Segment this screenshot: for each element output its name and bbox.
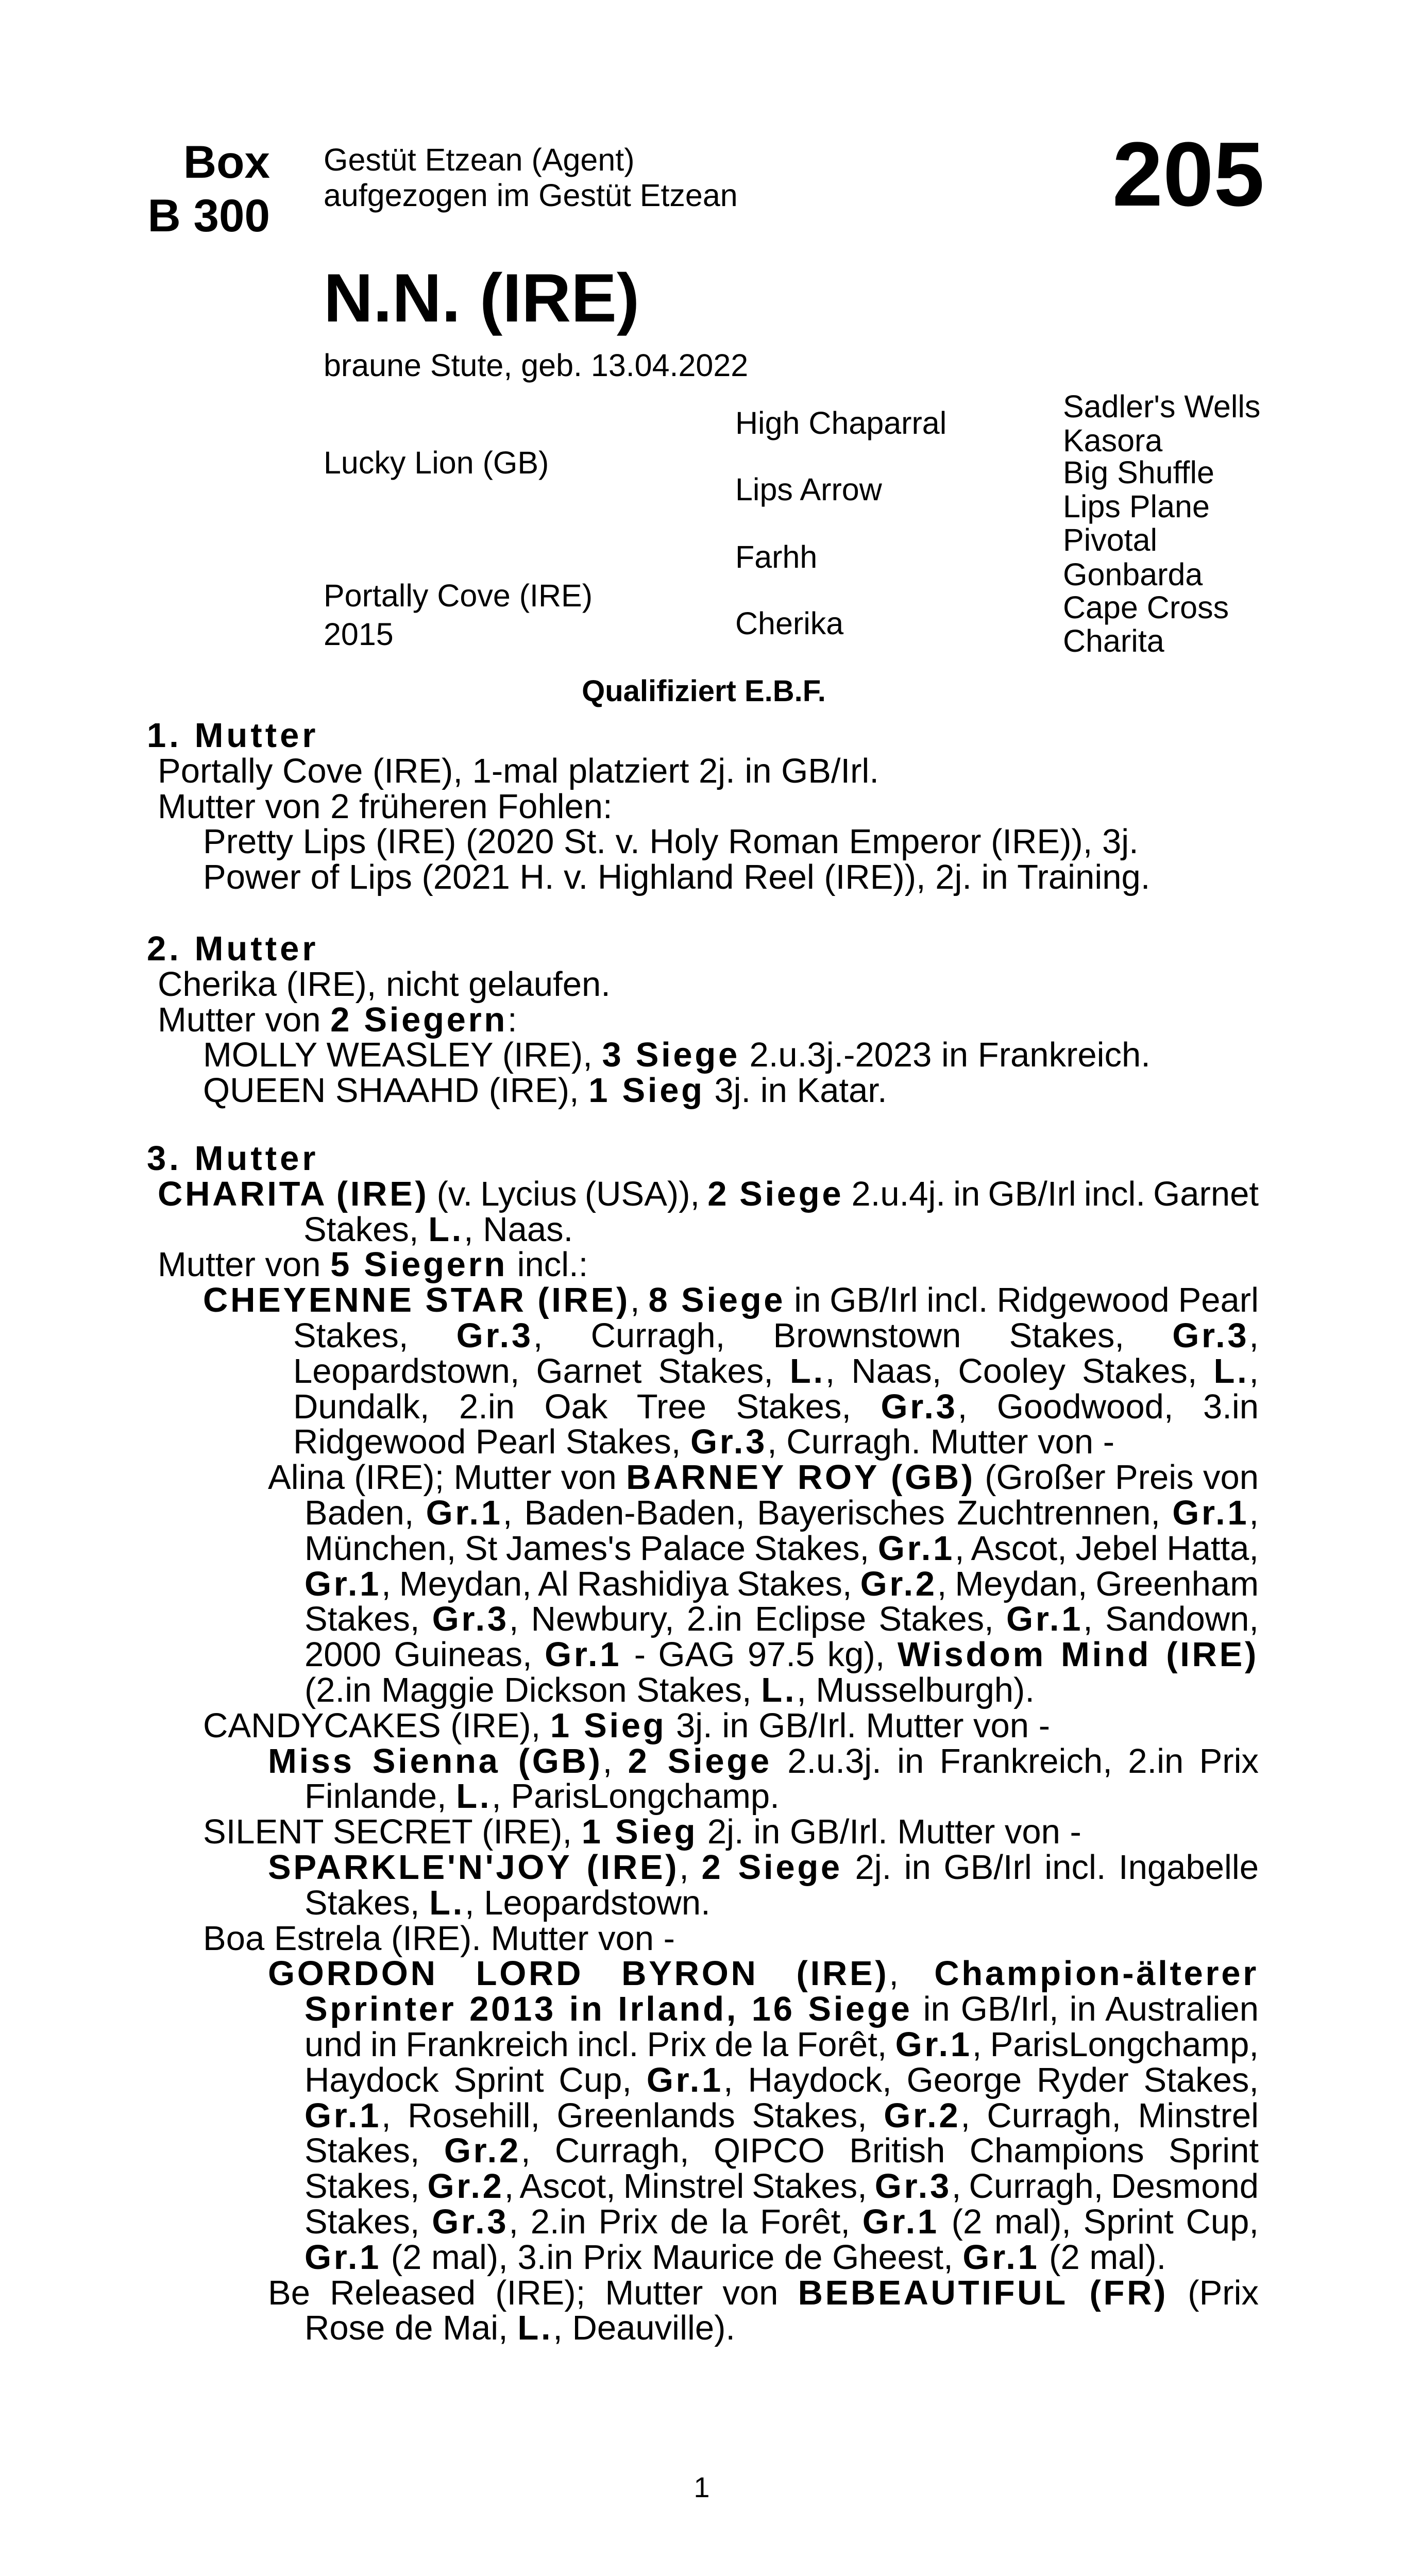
text: , 2.in Prix de la Forêt, [509, 2202, 862, 2241]
pedigree-sire: Lucky Lion (GB) [324, 445, 549, 480]
bold-text: 2 Siege [701, 1848, 842, 1887]
text: Mutter von 2 früheren Fohlen: [158, 787, 613, 826]
section-heading: 2. Mutter [147, 929, 319, 968]
text: Leopardstown, Garnet Stakes, [293, 1351, 790, 1391]
bold-text: L. [517, 2309, 553, 2348]
text: (2 mal), 3.in Prix Maurice de Gheest, [381, 2238, 963, 2277]
text: , Curragh, Minstrel [960, 2096, 1259, 2135]
pedigree-gen3: Cape Cross [1063, 590, 1229, 625]
bold-text: Gr.1 [877, 1529, 955, 1568]
text: Be Released (IRE); Mutter von [268, 2273, 798, 2312]
bold-text: CHARITA (IRE) [158, 1174, 429, 1213]
text: , Meydan, Al Rashidiya Stakes, [381, 1564, 860, 1603]
bold-text: BARNEY ROY (GB) [626, 1458, 975, 1497]
text: Power of Lips (2021 H. v. Highland Reel (IRE)), 2j. in Training. [203, 858, 1151, 897]
text-line [305, 1602, 1259, 1637]
text-line [305, 1493, 1259, 1532]
text-line [305, 1637, 1259, 1673]
bold-text: Miss Sienna (GB) [268, 1741, 603, 1781]
bold-text: 1 Sieg [581, 1812, 698, 1852]
bold-text: Gr.1 [305, 2096, 382, 2135]
text-line [305, 2169, 1259, 2205]
bold-text: 5 Siegern [330, 1245, 508, 1284]
bold-text: Gr.3 [690, 1422, 768, 1462]
pedigree-dam: Portally Cove (IRE) [324, 578, 593, 613]
text-line [305, 2060, 1259, 2099]
pedigree-entry [0, 1850, 1404, 1921]
text: Dundalk, 2.in Oak Tree Stakes, [293, 1387, 881, 1426]
text-line [305, 1992, 1259, 2027]
text: , Rosehill, Greenlands Stakes, [381, 2096, 884, 2135]
bold-text: 8 Siege [648, 1281, 786, 1320]
pedigree-entry [0, 2273, 1404, 2348]
text: , ParisLongchamp. [492, 1777, 780, 1816]
text: (v. Lycius (USA)), [429, 1174, 708, 1213]
bold-text: Gr.3 [874, 2167, 952, 2206]
text: , Leopardstown. [464, 1883, 711, 1922]
text-line [203, 1812, 1259, 1852]
text-line [303, 1212, 1259, 1248]
text: Portally Cove (IRE), 1-mal platziert 2j. in GB/Irl. [158, 751, 879, 790]
text-line [268, 1956, 1259, 1992]
bold-text: Gr.3 [432, 1600, 509, 1639]
horse-name: N.N. (IRE) [324, 260, 640, 336]
text-line [158, 789, 1259, 825]
text: , [630, 1281, 649, 1320]
pedigree-entry [0, 1000, 1404, 1039]
section-heading: 1. Mutter [147, 716, 319, 755]
pedigree-dam-year: 2015 [324, 617, 394, 652]
text-line [305, 2133, 1259, 2169]
text-line [293, 1389, 1259, 1425]
bold-text: SPARKLE'N'JOY (IRE) [268, 1848, 680, 1887]
horse-description: braune Stute, geb. 13.04.2022 [324, 348, 749, 383]
bold-text: CHEYENNE STAR (IRE) [203, 1281, 630, 1320]
bold-text: Gr.1 [646, 2060, 723, 2099]
text-line [203, 1073, 1259, 1109]
text: Stakes, [305, 1600, 432, 1639]
pedigree-entry [0, 1741, 1404, 1816]
text: Boa Estrela (IRE). Mutter von - [203, 1919, 675, 1958]
pedigree-sire-dam: Lips Arrow [735, 472, 882, 507]
pedigree-gen3: Gonbarda [1063, 557, 1203, 592]
bold-text: GORDON LORD BYRON (IRE) [268, 1954, 889, 1993]
text: , Curragh, QIPCO British Champions Sprint [520, 2131, 1259, 2171]
pedigree-entry [0, 1956, 1404, 2275]
text: CANDYCAKES (IRE), [203, 1706, 550, 1745]
bold-text: Gr.2 [444, 2131, 521, 2171]
text: , Baden-Baden, Bayerisches Zuchtrennen, [502, 1493, 1173, 1532]
bold-text: 1 Sieg [550, 1706, 667, 1745]
text-line [293, 1318, 1259, 1354]
pedigree-entry [0, 1073, 1404, 1109]
text: , Sandown, [1083, 1600, 1259, 1639]
text: (Großer Preis von [975, 1458, 1259, 1497]
text-line [305, 2240, 1259, 2276]
text: incl.: [507, 1245, 588, 1284]
text: Pretty Lips (IRE) (2020 St. v. Holy Roman Emperor (IRE)), 3j. [203, 822, 1139, 861]
text: , Curragh, Brownstown Stakes, [533, 1316, 1173, 1355]
dam-section [0, 1141, 1404, 2346]
text: , [679, 1848, 702, 1887]
text: 2j. in GB/Irl. Mutter von - [698, 1812, 1081, 1852]
text-line [203, 1283, 1259, 1318]
pedigree-gen3: Sadler's Wells [1063, 389, 1261, 424]
bold-text: L. [429, 1883, 465, 1922]
text: (2 mal), Sprint Cup, [939, 2202, 1259, 2241]
bold-text: 2 Siege [707, 1174, 844, 1213]
raised-at: aufgezogen im Gestüt Etzean [324, 178, 738, 213]
text: (2 mal). [1039, 2238, 1166, 2277]
pedigree-entry [0, 1708, 1404, 1744]
bold-text: Champion-älterer [934, 1954, 1259, 1993]
text: Stakes, [305, 1883, 430, 1922]
bold-text: Gr.2 [884, 2096, 961, 2135]
text: 2.u.4j. in GB/Irl incl. Garnet [843, 1174, 1259, 1213]
bold-text: L. [428, 1210, 464, 1249]
text: , Musselburgh). [797, 1670, 1035, 1709]
text: , [1249, 1493, 1259, 1532]
text-line [158, 1247, 1259, 1283]
bold-text: Gr.1 [862, 2202, 939, 2241]
pedigree-entry [0, 1283, 1404, 1460]
text: Stakes, [293, 1316, 456, 1355]
bold-text: Gr.3 [456, 1316, 533, 1355]
text: , Curragh. Mutter von - [767, 1422, 1115, 1462]
pedigree-gen3: Kasora [1063, 423, 1163, 458]
text: 2.u.3j.-2023 in Frankreich. [739, 1036, 1151, 1075]
pedigree-gen3: Lips Plane [1063, 489, 1210, 524]
text-line [268, 1850, 1259, 1886]
text: , Goodwood, 3.in [957, 1387, 1259, 1426]
text: , Curragh, Desmond [951, 2167, 1259, 2206]
text: , Naas. [463, 1210, 573, 1249]
text-line [203, 1921, 1259, 1957]
pedigree-gen3: Pivotal [1063, 522, 1158, 557]
text-line [268, 1741, 1259, 1781]
text: Rose de Mai, [305, 2309, 518, 2348]
pedigree-entry [0, 1921, 1404, 1957]
pedigree-sire-sire: High Chaparral [735, 405, 947, 440]
text: SILENT SECRET (IRE), [203, 1812, 582, 1852]
text: Stakes, [305, 2167, 428, 2206]
text-line [293, 1351, 1259, 1391]
pedigree-entry [0, 1038, 1404, 1073]
text-line [305, 2311, 1259, 2346]
text: Stakes, [305, 2202, 432, 2241]
text-line [203, 824, 1259, 860]
text: Stakes, [305, 2131, 444, 2171]
text-line [203, 1038, 1259, 1073]
text: München, St James's Palace Stakes, [305, 1529, 878, 1568]
bold-text: Gr.1 [545, 1635, 622, 1674]
pedigree-entry [0, 1247, 1404, 1283]
text-line [268, 1460, 1259, 1496]
bold-text: Gr.1 [1006, 1600, 1084, 1639]
bold-text: L. [1213, 1351, 1249, 1391]
section-heading: 3. Mutter [147, 1139, 319, 1178]
text: - GAG 97.5 kg), [621, 1635, 898, 1674]
pedigree-entry [0, 964, 1404, 1004]
text-line [203, 1708, 1259, 1744]
bold-text: Gr.1 [426, 1493, 503, 1532]
text-line [305, 1670, 1259, 1709]
bold-text: Gr.1 [305, 2238, 382, 2277]
text: 2j. in GB/Irl incl. Ingabelle [842, 1848, 1259, 1887]
text: in GB/Irl incl. Ridgewood Pearl [785, 1281, 1259, 1320]
text: , Naas, Cooley Stakes, [825, 1351, 1214, 1391]
box-label: Box [183, 136, 270, 188]
bold-text: Gr.1 [962, 2238, 1040, 2277]
bold-text: Gr.2 [427, 2167, 504, 2206]
text: 3j. in Katar. [704, 1071, 887, 1110]
text: Haydock Sprint Cup, [305, 2060, 647, 2099]
text-line [158, 751, 1259, 790]
box-number: B 300 [147, 190, 270, 241]
bold-text: Gr.3 [432, 2202, 509, 2241]
text: : [507, 1000, 517, 1039]
text: 2.u.3j. in Frankreich, 2.in Prix [771, 1741, 1259, 1781]
bold-text: Gr.2 [860, 1564, 937, 1603]
text: QUEEN SHAAHD (IRE), [203, 1071, 589, 1110]
qualification-note: Qualifiziert E.B.F. [582, 674, 826, 708]
text: , Ascot, Jebel Hatta, [954, 1529, 1259, 1568]
bold-text: 3 Siege [602, 1036, 740, 1075]
text-line [305, 2098, 1259, 2134]
text-line [305, 1883, 1259, 1922]
text: 3j. in GB/Irl. Mutter von - [666, 1706, 1050, 1745]
text: Cherika (IRE), nicht gelaufen. [158, 964, 611, 1004]
bold-text: L. [761, 1670, 797, 1709]
text: in GB/Irl, in Australien [912, 1990, 1259, 2029]
text: , [1249, 1316, 1259, 1355]
text: , Haydock, George Ryder Stakes, [723, 2060, 1259, 2099]
text: , Meydan, Greenham [937, 1564, 1259, 1603]
text: Finlande, [305, 1777, 456, 1816]
dam-section [0, 931, 1404, 1109]
bold-text: 2 Siegern [330, 1000, 508, 1039]
page-number: 1 [693, 2471, 710, 2503]
text-line [305, 1564, 1259, 1603]
text-line [268, 2273, 1259, 2312]
consignor: Gestüt Etzean (Agent) [324, 142, 635, 177]
text: Alina (IRE); Mutter von [268, 1458, 627, 1497]
pedigree-entry [0, 1174, 1404, 1249]
pedigree-gen3: Charita [1063, 623, 1164, 658]
text-line [203, 860, 1259, 895]
pedigree-entry [0, 1460, 1404, 1708]
bold-text: Gr.1 [895, 2025, 972, 2064]
text: , [889, 1954, 935, 1993]
text: , Ascot, Minstrel Stakes, [504, 2167, 875, 2206]
bold-text: Gr.3 [1172, 1316, 1249, 1355]
bold-text: Wisdom Mind (IRE) [897, 1635, 1259, 1674]
text-line [158, 964, 1259, 1004]
text-line [305, 1531, 1259, 1567]
text-line [293, 1422, 1259, 1462]
text-line [158, 1000, 1259, 1039]
text: , [602, 1741, 628, 1781]
text: (Prix [1168, 2273, 1259, 2312]
pedigree-entry [0, 824, 1404, 860]
text: Baden, [305, 1493, 426, 1532]
pedigree-entry [0, 789, 1404, 825]
pedigree-entry [0, 751, 1404, 790]
text: , Deauville). [553, 2309, 736, 2348]
text-line [305, 2027, 1259, 2063]
text: Mutter von [158, 1245, 331, 1284]
bold-text: Sprinter 2013 in Irland, 16 Siege [305, 1990, 912, 2029]
text: 2000 Guineas, [305, 1635, 545, 1674]
bold-text: Gr.3 [881, 1387, 958, 1426]
text: MOLLY WEASLEY (IRE), [203, 1036, 602, 1075]
lot-number: 205 [1112, 123, 1264, 225]
text: Mutter von [158, 1000, 331, 1039]
text-line [305, 1779, 1259, 1815]
bold-text: BEBEAUTIFUL (FR) [798, 2273, 1169, 2312]
bold-text: 2 Siege [628, 1741, 772, 1781]
text: und in Frankreich incl. Prix de la Forêt, [305, 2025, 895, 2064]
text: (2.in Maggie Dickson Stakes, [305, 1670, 762, 1709]
text: Ridgewood Pearl Stakes, [293, 1422, 690, 1462]
pedigree-gen3: Big Shuffle [1063, 455, 1214, 490]
bold-text: L. [456, 1777, 492, 1816]
text-line [305, 2202, 1259, 2241]
pedigree-dam-dam: Cherika [735, 606, 844, 641]
bold-text: Gr.1 [1172, 1493, 1249, 1532]
dam-section [0, 718, 1404, 895]
text: Stakes, [303, 1210, 429, 1249]
bold-text: 1 Sieg [588, 1071, 705, 1110]
pedigree-dam-sire: Farhh [735, 539, 818, 574]
pedigree-entry [0, 860, 1404, 895]
text-line [158, 1174, 1259, 1213]
text: , Newbury, 2.in Eclipse Stakes, [509, 1600, 1007, 1639]
pedigree-entry [0, 1812, 1404, 1852]
text: , [1249, 1351, 1259, 1391]
bold-text: Gr.1 [305, 1564, 382, 1603]
bold-text: L. [789, 1351, 825, 1391]
text: , ParisLongchamp, [972, 2025, 1259, 2064]
